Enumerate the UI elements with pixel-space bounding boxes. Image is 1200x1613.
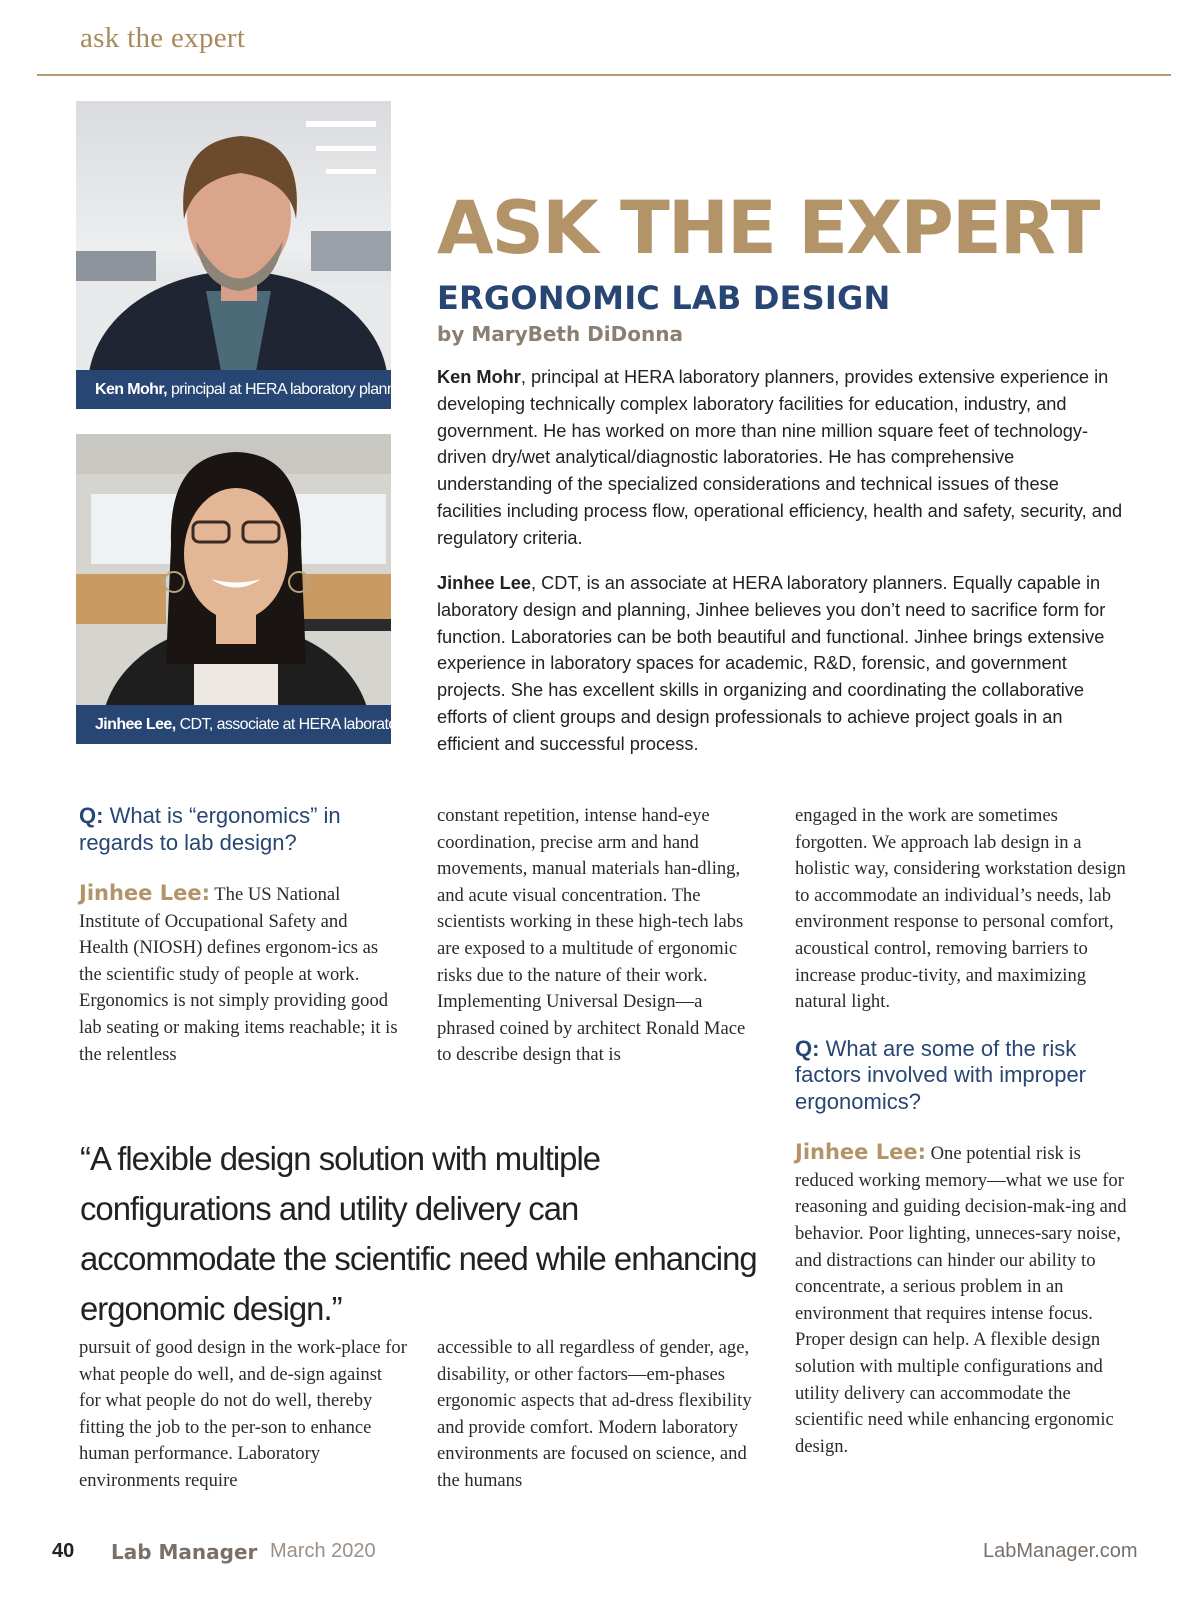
bio-jinhee-lee	[437, 570, 1127, 758]
website-link[interactable]: LabManager.com	[983, 1540, 1138, 1562]
ken-mohr-photo	[76, 101, 391, 371]
answer-2	[795, 1139, 1130, 1460]
magazine-name: Lab Manager	[111, 1540, 258, 1564]
column-2-bottom	[437, 1335, 762, 1495]
bio-ken-mohr	[437, 364, 1127, 552]
page-number: 40	[52, 1540, 75, 1562]
section-label: ask the expert	[80, 22, 246, 54]
answer-speaker: Jinhee Lee:	[795, 1140, 926, 1165]
page-title: ASK THE EXPERT	[437, 186, 1099, 271]
column-1-top	[79, 803, 399, 1068]
answer-text: One potential risk is reduced working memory—what we use for reasoning and guiding decision-mak-ing and behavior. Poor lighting, unneces-sary noise, and distractions can hinder our ability to concentrate, a serious problem in an environment that requires intense focus. Proper design can help. A flexible design solution with multiple configurations and utility delivery can accommodate the scientific need while enhancing ergonomic design.	[795, 1143, 1127, 1457]
body-text: accessible to all regardless of gender, age, disability, or other factors—em-phases ergonomic aspects that ad-dress flexibility and provide comfort. Modern laboratory environments are focused on science, and the humans	[437, 1337, 752, 1491]
body-text: engaged in the work are sometimes forgotten. We approach lab design in a holistic way, considering workstation design to accommodate an individual’s needs, lab environment response to personal comfort, acoustical control, removing barriers to increase produc-tivity, and maximizing natural light.	[795, 805, 1126, 1013]
answer-text: The US National Institute of Occupational Safety and Health (NIOSH) defines ergonom-ics as the scientific study of people at work. Ergonomics is not simply providing good lab seating or making items reachable; it is the relentless	[79, 884, 398, 1065]
bio-text: , principal at HERA laboratory planners, provides extensive experience in developing technically complex laboratory facilities for education, industry, and government. He has worked on more than nine million square feet of technology-driven dry/wet analytical/diagnostic laboratories. He has comprehensive understanding of the specialized considerations and technical issues of these facilities including process flow, operational efficiency, health and safety, security, and regulatory criteria.	[437, 367, 1123, 548]
caption-name: Ken Mohr,	[95, 380, 167, 398]
bio-name: Jinhee Lee	[437, 573, 532, 593]
answer-speaker: Jinhee Lee:	[79, 881, 210, 905]
article-subtitle: ERGONOMIC LAB DESIGN	[437, 279, 891, 317]
column-1-bottom	[79, 1335, 407, 1495]
question-1	[79, 803, 399, 856]
caption-name: Jinhee Lee,	[95, 715, 176, 733]
ken-mohr-caption	[76, 370, 416, 409]
caption-role: principal at HERA laboratory planners	[170, 380, 416, 398]
issue-date: March 2020	[270, 1540, 376, 1562]
author-byline: by MaryBeth DiDonna	[437, 322, 683, 346]
bio-name: Ken Mohr	[437, 367, 521, 387]
question-text: What are some of the risk factors involved with improper ergonomics?	[795, 1035, 1087, 1114]
question-2	[795, 1036, 1130, 1116]
body-text: pursuit of good design in the work-place for what people do well, and de-sign against for what people do not do well, thereby fitting the job to the per-son to enhance human performance. Laboratory environments require	[79, 1337, 407, 1491]
column-2-top	[437, 803, 762, 1069]
question-label: Q:	[79, 803, 104, 828]
answer-1	[79, 880, 399, 1068]
caption-role: CDT, associate at HERA laboratory planners	[179, 715, 470, 733]
header-divider	[37, 74, 1171, 76]
question-label: Q:	[795, 1035, 820, 1061]
bio-text: , CDT, is an associate at HERA laboratory planners. Equally capable in laboratory design and planning, Jinhee believes you don’t need to sacrifice form for function. Laboratories can be both beautiful and functional. Jinhee brings extensive experience in laboratory spaces for academic, R&D, forensic, and government projects. She has excellent skills in organizing and coordinating the collaborative efforts of client groups and design professionals to achieve project goals in an efficient and successful process.	[437, 573, 1106, 754]
pull-quote: “A flexible design solution with multiple configurations and utility delivery can accommodate the scientific need while enhancing ergonomic design.”	[80, 1141, 757, 1328]
column-3	[795, 803, 1130, 1460]
question-text: What is “ergonomics” in regards to lab design?	[79, 803, 341, 855]
jinhee-lee-caption	[76, 705, 470, 744]
jinhee-lee-photo	[76, 434, 391, 709]
body-text: constant repetition, intense hand-eye coordination, precise arm and hand movements, manual materials han-dling, and acute visual concentration. The scientists working in these high-tech labs are exposed to a multitude of ergonomic risks due to the nature of their work. Implementing Universal Design—a phrased coined by architect Ronald Mace to describe design that is	[437, 805, 746, 1066]
